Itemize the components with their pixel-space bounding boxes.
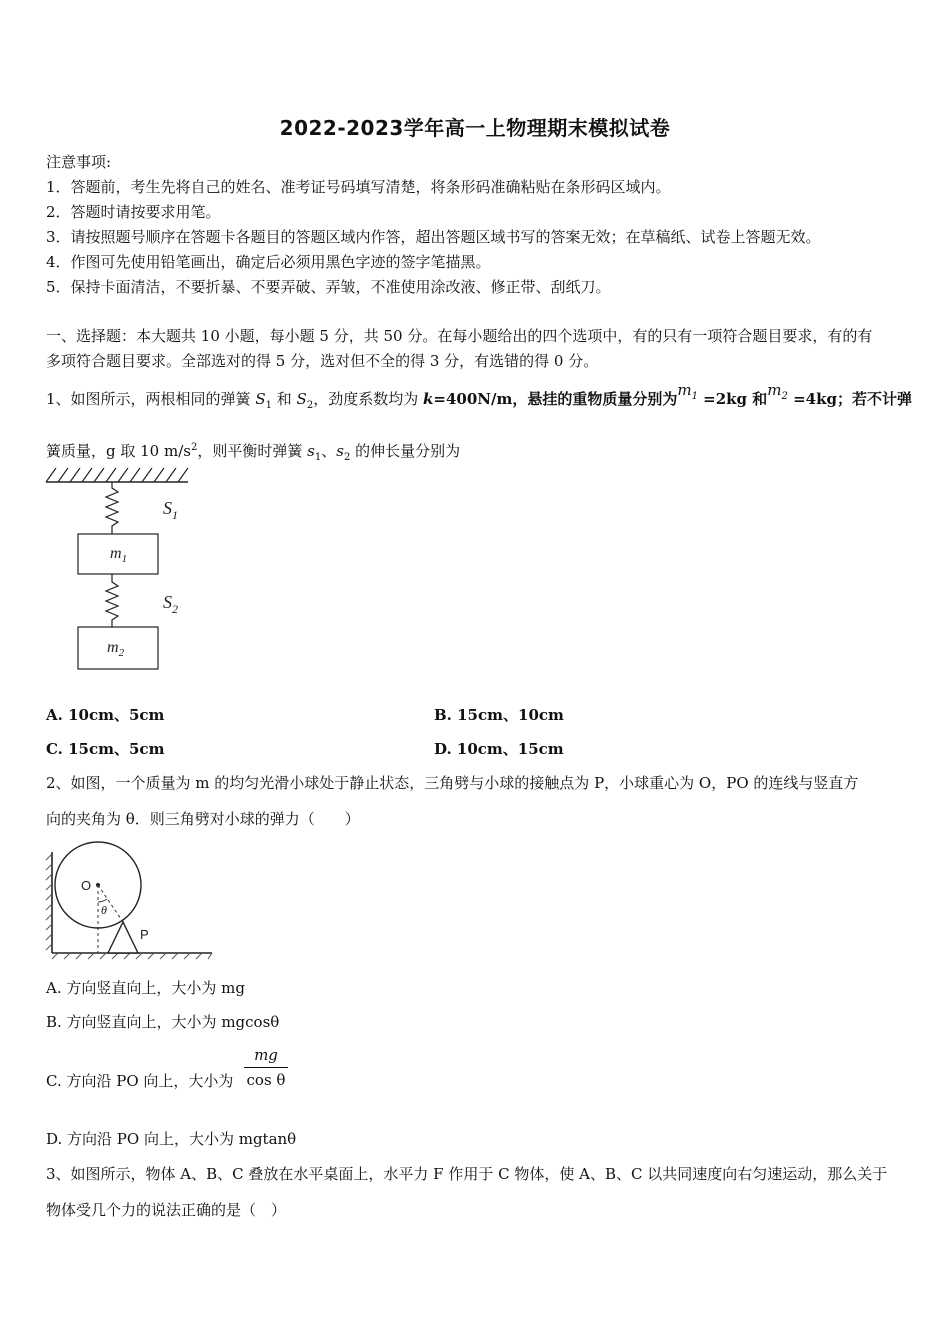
q2-option-c-fraction xyxy=(244,1044,288,1091)
q2-stem-line1: 2、如图，一个质量为 m 的均匀光滑小球处于静止状态，三角劈与小球的接触点为 P，小球重心为 O，PO 的连线与竖直方 xyxy=(46,774,859,792)
notice-item: 1．答题前，考生先将自己的姓名、准考证号码填写清楚，将条形码准确粘贴在条形码区域内。 xyxy=(46,178,671,196)
label-s1: $S_1$ xyxy=(163,498,178,522)
q2-option-b[interactable]: B. 方向竖直向上，大小为 mgcosθ xyxy=(46,1013,280,1031)
label-m1: $m_1$ xyxy=(110,545,128,565)
notice-item: 4．作图可先使用铅笔画出，确定后必须用黑色字迹的签字笔描黑。 xyxy=(46,253,491,271)
label-s2: $S_2$ xyxy=(163,592,178,616)
fraction-numerator: mg xyxy=(254,1046,278,1064)
q1-option-a[interactable]: A. 10cm、5cm xyxy=(46,706,165,724)
q2-stem-line2: 向的夹角为 θ．则三角劈对小球的弹力（ ） xyxy=(46,810,360,828)
label-o: O xyxy=(81,878,92,893)
notice-item: 5．保持卡面清洁，不要折暴、不要弄破、弄皱，不准使用涂改液、修正带、刮纸刀。 xyxy=(46,278,611,296)
q3-stem-line2: 物体受几个力的说法正确的是（ ） xyxy=(46,1201,287,1219)
q1-option-c[interactable]: C. 15cm、5cm xyxy=(46,740,165,758)
label-p: P xyxy=(140,927,149,942)
q1-option-d[interactable]: D. 10cm、15cm xyxy=(434,740,564,758)
notice-item: 3．请按照题号顺序在答题卡各题目的答题区域内作答，超出答题区域书写的答案无效；在草稿纸、试卷上答题无效。 xyxy=(46,228,821,246)
ceiling-hatch xyxy=(46,468,188,482)
wall-hatch xyxy=(46,854,52,950)
spring-s2 xyxy=(106,574,118,627)
q2-option-c[interactable]: C. 方向沿 PO 向上，大小为 xyxy=(46,1072,234,1090)
section-intro-line: 一、选择题：本大题共 10 小题，每小题 5 分，共 50 分。在每小题给出的四个选项中，有的只有一项符合题目要求，有的有 xyxy=(46,327,873,345)
q3-stem-line1: 3、如图所示，物体 A、B、C 叠放在水平桌面上，水平力 F 作用于 C 物体，使 A、B、C 以共同速度向右匀速运动，那么关于 xyxy=(46,1165,888,1183)
q2-ball-wedge-figure xyxy=(44,840,216,960)
label-m2: $m_2$ xyxy=(107,639,125,659)
q1-spring-mass-figure xyxy=(40,462,200,674)
q1-stem-line1: 1、如图所示，两根相同的弹簧 $S_1$ 和 $S_2$，劲度系数均为 k=400N/m，悬挂的重物质量分别为$m_1 =2kg$ 和$m_2 =4kg$；若不计弹 xyxy=(46,381,913,411)
q2-option-a[interactable]: A. 方向竖直向上，大小为 mg xyxy=(46,979,245,997)
wedge xyxy=(108,922,138,953)
q1-option-b[interactable]: B. 15cm、10cm xyxy=(434,706,564,724)
label-theta: θ xyxy=(101,903,107,917)
floor-hatch xyxy=(52,953,212,959)
notice-item: 2．答题时请按要求用笔。 xyxy=(46,203,221,221)
notice-heading: 注意事项: xyxy=(46,153,112,171)
q1-stem-line2: 簧质量，g 取 10 $m/s^2$，则平衡时弹簧 $s_1$、$s_2$ 的伸长量分别为 xyxy=(46,442,461,463)
fraction-bar xyxy=(244,1067,288,1068)
q2-option-d[interactable]: D. 方向沿 PO 向上，大小为 mgtanθ xyxy=(46,1130,297,1148)
fraction-denominator: cos θ xyxy=(246,1071,286,1089)
spring-s1 xyxy=(106,482,118,534)
page-title: 2022-2023学年高一上物理期末模拟试卷 xyxy=(279,116,671,140)
section-intro-line: 多项符合题目要求。全部选对的得 5 分，选对但不全的得 3 分，有选错的得 0 分。 xyxy=(46,352,599,370)
